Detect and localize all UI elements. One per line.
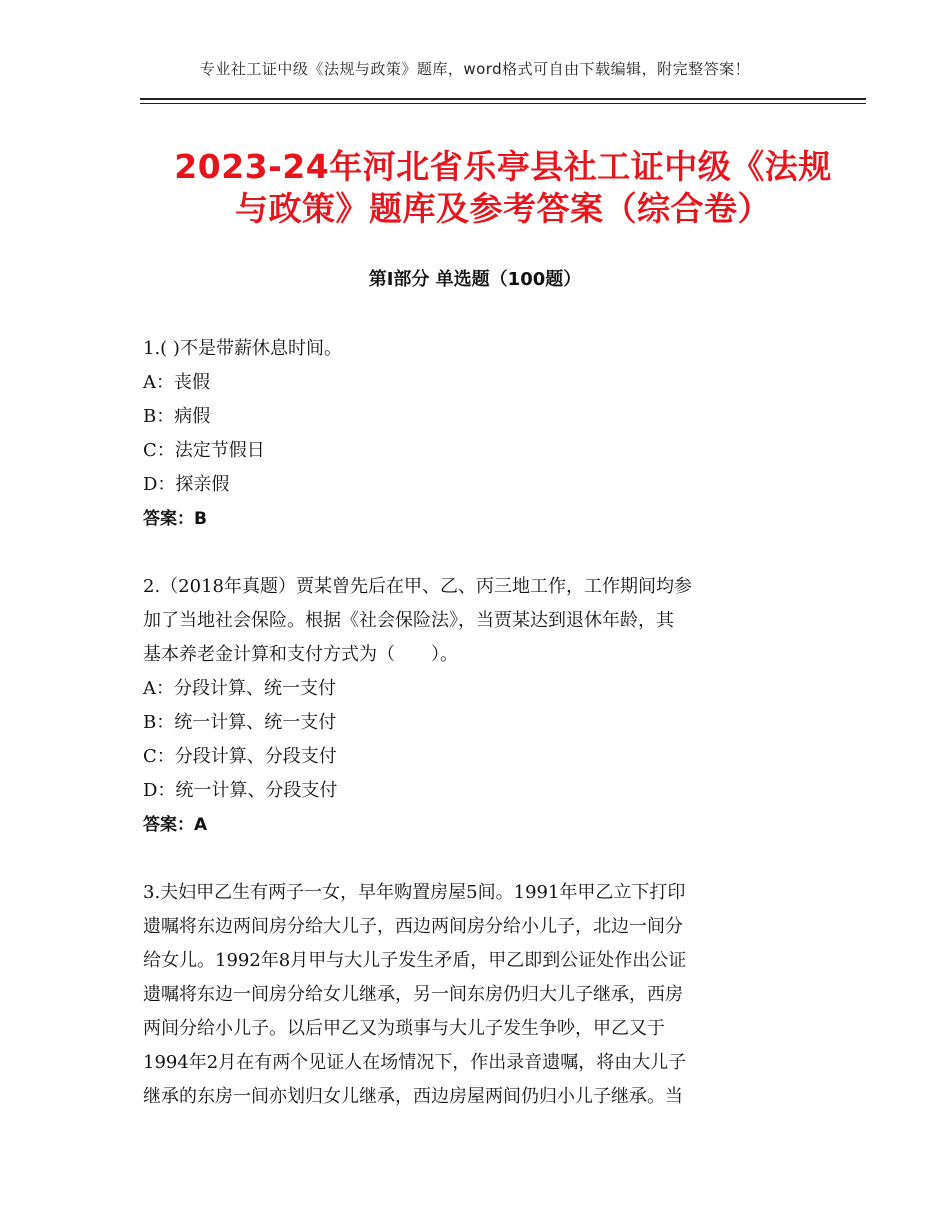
- question-spacer: [143, 536, 803, 570]
- question-1-option-b: B：病假: [143, 406, 211, 427]
- question-2-option-c: C：分段计算、分段支付: [143, 746, 337, 767]
- question-2-stem-line3: 基本养老金计算和支付方式为（ ）。: [143, 644, 458, 665]
- document-title-line1: 2023-24年河北省乐亭县社工证中级《法规: [174, 147, 832, 186]
- question-2-stem-line1: 2.（2018年真题）贾某曾先后在甲、乙、丙三地工作，工作期间均参: [143, 576, 692, 597]
- document-title: [140, 146, 866, 230]
- question-2-option-b: B：统一计算、统一支付: [143, 712, 337, 733]
- question-1-option-d: D：探亲假: [143, 474, 230, 495]
- question-2-answer: 答案：A: [143, 815, 208, 835]
- header-rule-thin: [140, 103, 866, 104]
- question-2-stem-line2: 加了当地社会保险。根据《社会保险法》，当贾某达到退休年龄，其: [143, 610, 674, 631]
- question-1-answer: 答案：B: [143, 509, 207, 529]
- question-2-option-d: D：统一计算、分段支付: [143, 780, 338, 801]
- question-1: [143, 332, 803, 536]
- header-rule-thick: [140, 98, 866, 100]
- question-3-stem-line4: 遗嘱将东边一间房分给女儿继承，另一间东房仍归大儿子继承，西房: [143, 984, 683, 1005]
- question-3: [143, 876, 803, 1114]
- question-2: [143, 570, 803, 842]
- document-title-line2: 与政策》题库及参考答案（综合卷）: [235, 189, 771, 228]
- question-3-stem-line6: 1994年2月在有两个见证人在场情况下，作出录音遗嘱，将由大儿子: [143, 1052, 687, 1073]
- question-3-stem-line3: 给女儿。1992年8月甲与大儿子发生矛盾，甲乙即到公证处作出公证: [143, 950, 687, 971]
- question-1-option-c: C：法定节假日: [143, 440, 265, 461]
- section-title: 第Ⅰ部分 单选题（100题）: [368, 269, 582, 290]
- question-1-stem: 1.( )不是带薪休息时间。: [143, 338, 342, 359]
- header-note: 专业社工证中级《法规与政策》题库，word格式可自由下载编辑，附完整答案！: [199, 60, 751, 78]
- question-3-stem-line5: 两间分给小儿子。以后甲乙又为琐事与大儿子发生争吵，甲乙又于: [143, 1018, 665, 1039]
- question-1-option-a: A：丧假: [143, 372, 210, 393]
- question-list: [143, 332, 803, 1114]
- question-spacer: [143, 842, 803, 876]
- question-3-stem-line7: 继承的东房一间亦划归女儿继承，西边房屋两间仍归小儿子继承。当: [143, 1086, 683, 1107]
- question-3-stem-line2: 遗嘱将东边两间房分给大儿子，西边两间房分给小儿子，北边一间分: [143, 916, 683, 937]
- question-2-option-a: A：分段计算、统一支付: [143, 678, 336, 699]
- question-3-stem-line1: 3.夫妇甲乙生有两子一女，早年购置房屋5间。1991年甲乙立下打印: [143, 882, 686, 903]
